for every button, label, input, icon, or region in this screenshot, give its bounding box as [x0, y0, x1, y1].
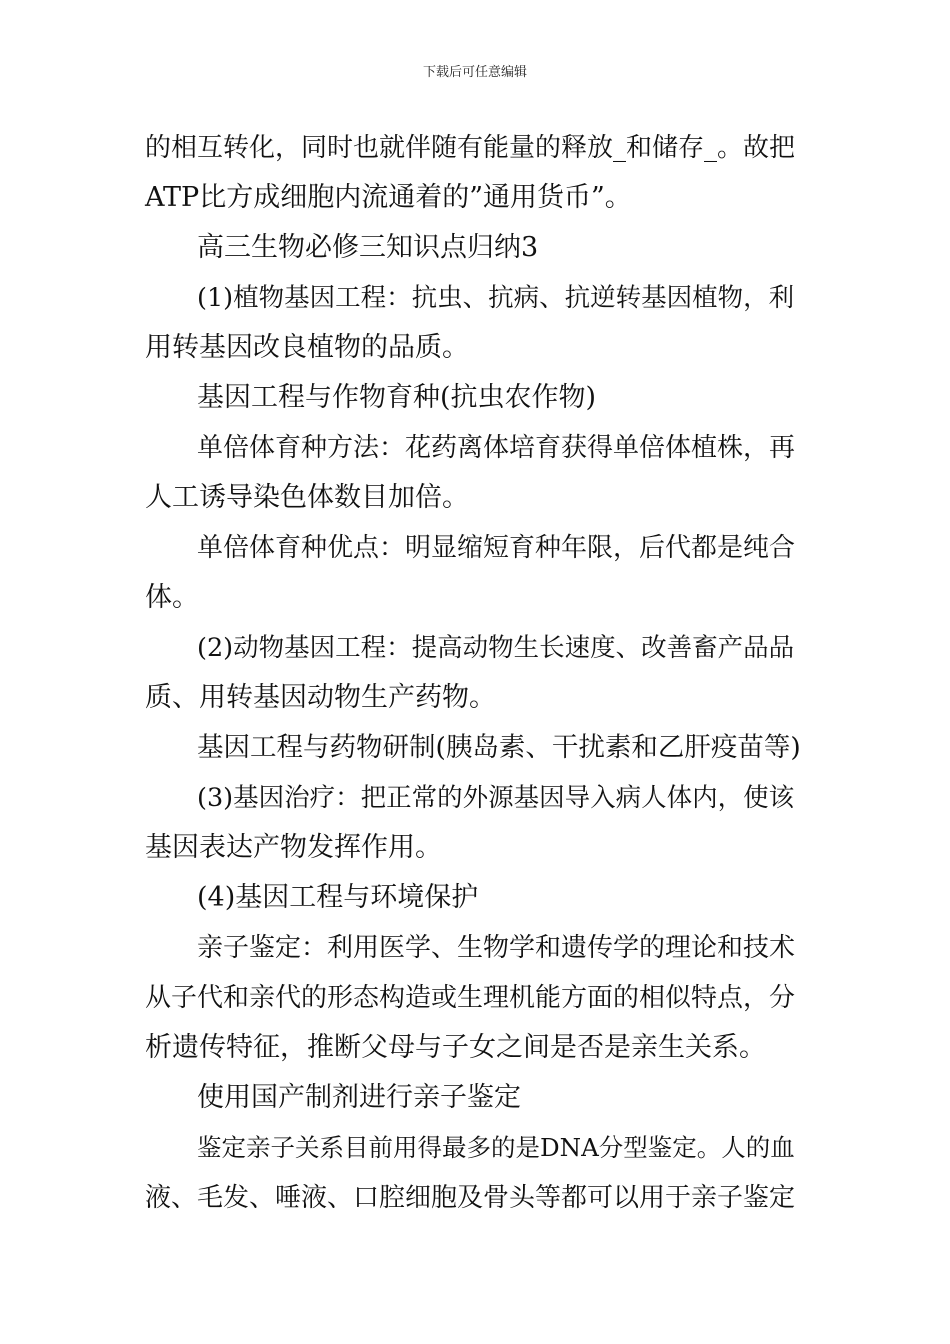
text-line: 单倍体育种优点：明显缩短育种年限，后代都是纯合 [197, 533, 796, 563]
text-line: 的相互转化，同时也就伴随有能量的释放_和储存_。故把 [145, 133, 796, 163]
text-line: 液、毛发、唾液、口腔细胞及骨头等都可以用于亲子鉴定 [145, 1183, 796, 1213]
section-heading: 高三生物必修三知识点归纳3 [197, 232, 539, 263]
text-line: 用转基因改良植物的品质。 [145, 332, 469, 363]
text-line: 从子代和亲代的形态构造或生理机能方面的相似特点，分 [145, 983, 796, 1013]
text-line: 基因工程与作物育种(抗虫农作物) [197, 382, 597, 413]
text-line: (2)动物基因工程：提高动物生长速度、改善畜产品品 [197, 633, 795, 663]
page-header: 下载后可任意编辑 [422, 65, 527, 80]
text-line: (3)基因治疗：把正常的外源基因导入病人体内，使该 [197, 783, 795, 813]
text-line: ATP比方成细胞内流通着的”通用货币”。 [145, 182, 632, 213]
text-line: (4)基因工程与环境保护 [197, 882, 479, 913]
text-line: 单倍体育种方法：花药离体培育获得单倍体植株，再 [197, 433, 796, 463]
text-line: 基因表达产物发挥作用。 [145, 832, 442, 863]
text-line: 亲子鉴定：利用医学、生物学和遗传学的理论和技术 [197, 933, 796, 963]
text-line: 质、用转基因动物生产药物。 [145, 682, 496, 713]
text-line: 鉴定亲子关系目前用得最多的是DNA分型鉴定。人的血 [197, 1133, 795, 1162]
text-line: 基因工程与药物研制(胰岛素、干扰素和乙肝疫苗等) [197, 732, 801, 763]
text-line: 使用国产制剂进行亲子鉴定 [197, 1082, 521, 1113]
text-line: 人工诱导染色体数目加倍。 [145, 482, 469, 513]
text-line: (1)植物基因工程：抗虫、抗病、抗逆转基因植物，利 [197, 283, 795, 313]
text-line: 析遗传特征，推断父母与子女之间是否是亲生关系。 [145, 1032, 766, 1063]
text-line: 体。 [145, 582, 199, 613]
